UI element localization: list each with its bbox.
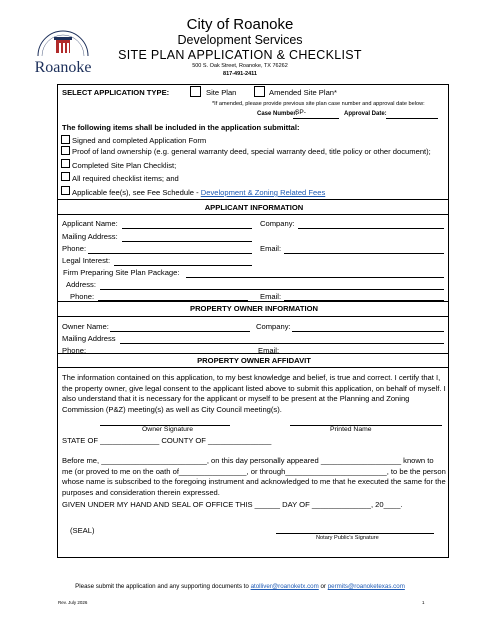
legal-interest-field[interactable] <box>114 265 252 266</box>
applicant-email-label: Email: <box>260 244 282 253</box>
applicant-section-heading: APPLICANT INFORMATION <box>204 203 304 212</box>
submittal-item-3: Completed Site Plan Checklist; <box>72 161 177 170</box>
submission-footer: Please submit the application and any supporting documents to atolliver@roanoketx.com or permits@roanoketexas.com <box>75 583 405 590</box>
submittal-item-5: Applicable fee(s), see Fee Schedule - Development & Zoning Related Fees <box>72 188 326 197</box>
applicant-email-field[interactable] <box>284 253 444 254</box>
applicant-name-label: Applicant Name: <box>62 219 118 228</box>
document-header <box>0 0 480 84</box>
amended-site-plan-checkbox[interactable] <box>254 86 265 97</box>
approval-date-field[interactable] <box>386 118 438 119</box>
firm-phone-label: Phone: <box>70 292 95 301</box>
firm-address-field[interactable] <box>100 289 444 290</box>
case-number-prefix: SP- <box>295 109 306 116</box>
owner-name-label: Owner Name: <box>62 322 109 331</box>
owner-mailing-field[interactable] <box>120 343 444 344</box>
applicant-company-field[interactable] <box>298 228 444 229</box>
submittal-item-2: Proof of land ownership (e.g. general warranty deed, special warranty deed, title policy or other document); <box>72 147 431 156</box>
owner-company-label: Company: <box>256 322 291 331</box>
owner-mailing-label: Mailing Address <box>62 334 116 343</box>
firm-address-label: Address: <box>66 280 96 289</box>
owner-section-heading: PROPERTY OWNER INFORMATION <box>190 304 318 313</box>
site-plan-checkbox[interactable] <box>190 86 201 97</box>
item-3-checkbox[interactable] <box>61 159 70 168</box>
firm-field[interactable] <box>186 277 444 278</box>
office-address: 500 S. Oak Street, Roanoke, TX 76262 <box>192 63 288 69</box>
page-number: 1 <box>422 600 425 605</box>
state-county-line: STATE OF ______________ COUNTY OF _______________ <box>62 436 272 445</box>
applicant-mailing-label: Mailing Address: <box>62 232 118 241</box>
department-name: Development Services <box>177 33 303 47</box>
affidavit-heading: PROPERTY OWNER AFFIDAVIT <box>197 356 311 365</box>
approval-date-label: Approval Date: <box>344 111 387 117</box>
email-link-2[interactable]: permits@roanoketexas.com <box>327 583 405 590</box>
item-4-checkbox[interactable] <box>61 172 70 181</box>
amended-site-plan-option: Amended Site Plan* <box>269 88 337 97</box>
owner-name-field[interactable] <box>110 331 250 332</box>
item-1-checkbox[interactable] <box>61 135 70 144</box>
owner-company-field[interactable] <box>292 331 444 332</box>
city-name: City of Roanoke <box>186 16 294 33</box>
submittal-heading: The following items shall be included in the application submittal: <box>62 123 300 132</box>
application-form <box>57 84 449 558</box>
printed-name-label: Printed Name <box>330 426 372 433</box>
notary-signature-label: Notary Public’s Signature <box>316 535 379 541</box>
firm-label: Firm Preparing Site Plan Package: <box>63 268 180 277</box>
legal-interest-label: Legal Interest: <box>62 256 111 265</box>
applicant-company-label: Company: <box>260 219 295 228</box>
before-me-statement: Before me, _________________________, on this day personally appeared ___________________ known to me (or proved to me on the oath of________________, or through________________________, to be the person whose name is subscribed to the foregoing instrument and acknowledged to me that he executed the same for the purposes and consideration therein expressed. <box>62 456 446 497</box>
owner-phone-label: Phone: <box>62 346 87 355</box>
submittal-item-1: Signed and completed Application Form <box>72 136 207 145</box>
item-2-checkbox[interactable] <box>61 146 70 155</box>
case-number-label: Case Number: <box>257 111 298 117</box>
submittal-item-4: All required checklist items; and <box>72 174 179 183</box>
fee-schedule-link[interactable]: Development & Zoning Related Fees <box>200 188 326 197</box>
owner-email-label: Email: <box>258 346 280 355</box>
given-under-line: GIVEN UNDER MY HAND AND SEAL OF OFFICE THIS ______ DAY OF ______________, 20____. <box>62 500 403 509</box>
firm-email-label: Email: <box>260 292 282 301</box>
applicant-phone-field[interactable] <box>88 253 252 254</box>
applicant-name-field[interactable] <box>122 228 252 229</box>
application-type-label: SELECT APPLICATION TYPE: <box>62 88 170 97</box>
form-title: SITE PLAN APPLICATION & CHECKLIST <box>118 48 362 62</box>
amended-note: *If amended, please provide previous site plan case number and approval date below: <box>212 101 425 107</box>
site-plan-option: Site Plan <box>206 88 237 97</box>
applicant-phone-label: Phone: <box>62 244 87 253</box>
item-5-checkbox[interactable] <box>61 186 70 195</box>
revision-date: Rev. July 2026 <box>58 600 88 605</box>
office-phone: 817-491-2411 <box>223 71 257 77</box>
owner-signature-label: Owner Signature <box>142 426 194 433</box>
email-link-1[interactable]: atolliver@roanoketx.com <box>250 583 319 590</box>
svg-text:Roanoke: Roanoke <box>34 59 92 76</box>
case-number-field[interactable] <box>293 118 339 119</box>
seal-label: (SEAL) <box>70 526 95 535</box>
notary-signature-line[interactable] <box>276 533 434 534</box>
applicant-mailing-field[interactable] <box>122 241 252 242</box>
affidavit-statement: The information contained on this application, to my best knowledge and belief, is true and correct. I certify that I, the property owner, give legal consent to the applicant listed above to submit this application, on behalf of myself. I also understand that it is necessary for the applicant or myself to be present at the Planning and Zoning Commission (P&Z) meeting(s) as well as City Council meeting(s). <box>62 373 446 414</box>
